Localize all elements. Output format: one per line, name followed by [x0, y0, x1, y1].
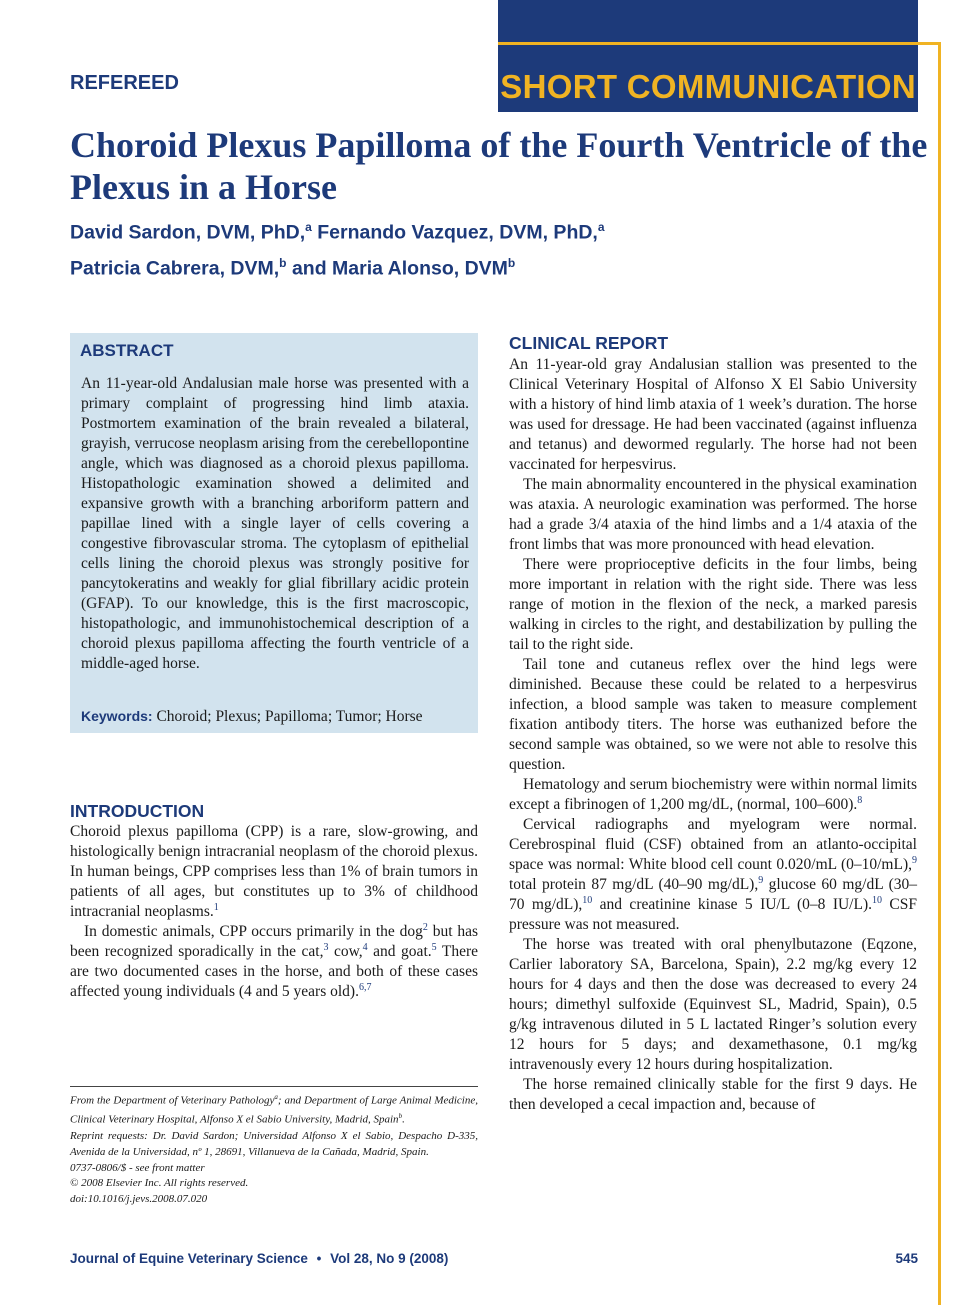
article-category: SHORT COMMUNICATION — [500, 68, 916, 105]
abstract-text: An 11-year-old Andalusian male horse was presented with a primary complaint of progressing hind limb ataxia. Postmortem examination of the brain revealed a bilateral, grayish, verrucose neoplasm arising from the cerebellopontine angle, which was diagnosed as a choroid plexus papilloma. Histopathologic examination showed a delimited and expansive growth with a branching arboriform pattern and papillae lined with a single layer of cells covering a congestive fibrovascular stroma. The cytoplasm of epithelial cells lining the choroid plexus was strongly positive for pancytokeratins and weakly for glial fibrillary acidic protein (GFAP). To our knowledge, this is the first macroscopic, histopathologic, and immunohistochemical description of a choroid plexus papilloma affecting the fourth ventricle of a middle-aged horse. — [81, 375, 469, 672]
reprint-note: Reprint requests: Dr. David Sardon; Universidad Alfonso X el Sabio, Despacho D-335, Avenida de la Universidad, nº 1, 28691, Villanueva de la Cañada, Madrid, Spain. — [70, 1129, 478, 1158]
paragraph-text: cow, — [328, 943, 363, 960]
journal-volume: Vol 28, No 9 (2008) — [330, 1251, 449, 1266]
paragraph-text: In domestic animals, CPP occurs primarily in the dog — [84, 923, 423, 940]
keywords-list: Choroid; Plexus; Papilloma; Tumor; Horse — [156, 708, 423, 725]
affiliation-note — [70, 1090, 478, 1129]
author-affiliation: b — [507, 255, 516, 270]
footnote — [70, 1090, 478, 1208]
keywords-label: Keywords: — [81, 708, 153, 724]
reference-link[interactable]: 8 — [857, 794, 863, 806]
affiliation-text: . — [402, 1114, 405, 1127]
paragraph-text: total protein 87 mg/dL (40–90 mg/dL), — [509, 876, 759, 893]
reference-link[interactable]: 10 — [872, 894, 882, 906]
reference-link[interactable]: 9 — [912, 854, 917, 866]
keywords — [81, 706, 471, 727]
paragraph — [70, 822, 478, 922]
author-list — [70, 212, 890, 283]
paragraph: An 11-year-old gray Andalusian stallion was presented to the Clinical Veterinary Hospital of Alfonso X El Sabio University with a history of hind limb ataxia of 1 week’s duration. The horse was used for dressage. He had been vaccinated (against influenza and tetanus) and dewormed regularly. The horse had not been vaccinated for herpesvirus. — [509, 356, 917, 473]
author-name: Patricia Cabrera, DVM, — [70, 257, 280, 279]
reference-link[interactable]: 2 — [422, 921, 428, 933]
affiliation-mark: b — [398, 1112, 403, 1121]
paragraph: Tail tone and cutaneus reflex over the hind legs were diminished. Because these could be related to a herpesvirus infection, a blood sample was taken to measure complement fixation antibody titers. The horse was euthanized before the second sample was obtained, so we were not able to resolve this question. — [509, 656, 917, 773]
copyright-note: © 2008 Elsevier Inc. All rights reserved. — [70, 1177, 249, 1190]
paragraph-text: Cervical radiographs and myelogram were normal. Cerebrospinal fluid (CSF) obtained from an atlanto-occipital space was normal: White blood cell count 0.020/mL (0–10/mL), — [509, 816, 917, 873]
affiliation-mark: a — [274, 1093, 278, 1101]
author-name: and Maria Alonso, DVM — [291, 257, 508, 279]
author-name: Fernando Vazquez, DVM, PhD, — [317, 221, 598, 244]
article-title: Choroid Plexus Papilloma of the Fourth Ventricle of the Plexus in a Horse — [70, 125, 928, 207]
introduction-body — [70, 822, 478, 1002]
footnote-divider — [70, 1086, 478, 1087]
journal-name: Journal of Equine Veterinary Science — [70, 1251, 308, 1266]
paragraph-text: Choroid plexus papilloma (CPP) is a rare, slow-growing, and histologically benign intracranial neoplasm of the choroid plexus. In human beings, CPP comprises less than 1% of brain tumors in patients of all ages, but constitutes up to 3% of childhood intracranial neoplasms. — [70, 823, 478, 920]
reference-link[interactable]: 5 — [431, 941, 437, 953]
paragraph: There were proprioceptive deficits in the four limbs, being more important in relation with the right side. There was less range of motion in the flexion of the neck, a marked paresis walking in circles to the right, and destabilization by pulling the tail to the right side. — [509, 556, 917, 653]
reference-link[interactable]: 4 — [362, 941, 368, 953]
reference-link[interactable]: 9 — [758, 874, 764, 886]
clinical-report-heading: CLINICAL REPORT — [509, 333, 669, 353]
introduction-heading: INTRODUCTION — [70, 801, 205, 821]
affiliation-text: ; and Department of Large Animal Medicine, Clinical Veterinary Hospital, Alfonso X el Sabio University, Madrid, Spain — [70, 1094, 478, 1127]
journal-citation — [70, 1251, 448, 1266]
reference-link[interactable]: 10 — [582, 894, 593, 906]
header-gold-rule — [498, 42, 941, 45]
clinical-report-body — [509, 355, 917, 1115]
reference-link[interactable]: 6,7 — [358, 981, 372, 993]
paragraph-text: and goat. — [367, 943, 432, 960]
reference-link[interactable]: 1 — [213, 901, 219, 913]
paragraph: The horse was treated with oral phenylbutazone (Eqzone, Carlier laboratory SA, Barcelona, Spain), 2.2 mg/kg every 12 hours for 4 days and then the dose was decreased to every 24 hours; dimethyl sulfoxide (Equinvest SL, Madrid, Spain), 0.5 g/kg intravenous diluted in 5 L lactated Ringer’s solution every 12 hours for 5 days; and dexamethasone, 0.1 mg/kg intravenously every 12 hours during hospitalization. — [509, 936, 917, 1073]
abstract-heading: ABSTRACT — [80, 341, 174, 360]
affiliation-text: From the Department of Veterinary Pathology — [70, 1094, 275, 1107]
author-affiliation: a — [597, 220, 605, 234]
header-gold-side-rule — [938, 42, 941, 1305]
author-name: David Sardon, DVM, PhD, — [70, 221, 306, 244]
refereed-label: REFEREED — [70, 72, 179, 94]
paragraph — [509, 775, 917, 815]
paragraph — [70, 922, 478, 1002]
paragraph: The horse remained clinically stable for the first 9 days. He then developed a cecal impaction and, because of — [509, 1076, 917, 1113]
author-affiliation: a — [305, 220, 312, 234]
reference-link[interactable]: 3 — [323, 941, 329, 953]
author-affiliation: b — [279, 255, 287, 270]
paragraph-text: There are two documented cases in the horse, and both of these cases affected young individuals (4 and 5 years old). — [70, 943, 478, 1000]
paragraph-text: glucose 60 mg/dL (30–70 mg/dL), — [509, 876, 917, 913]
paragraph-text: but has been recognized sporadically in the cat, — [70, 923, 478, 960]
paragraph-text: Hematology and serum biochemistry were within normal limits except a fibrinogen of 1,200 mg/dL, (normal, 100–600). — [509, 776, 917, 813]
paragraph — [509, 815, 917, 935]
doi-link[interactable]: doi:10.1016/j.jevs.2008.07.020 — [70, 1193, 208, 1206]
issn-note: 0737-0806/$ - see front matter — [70, 1161, 205, 1174]
paragraph-text: and creatinine kinase 5 IU/L (0–8 IU/L). — [592, 896, 872, 913]
bullet-separator: • — [316, 1251, 322, 1266]
page-number: 545 — [895, 1251, 918, 1266]
paragraph-text: CSF pressure was not measured. — [509, 896, 917, 933]
paragraph: The main abnormality encountered in the physical examination was ataxia. A neurologic examination was performed. The horse had a grade 3/4 ataxia of the hind limbs and a 1/4 ataxia of the front limbs that was more pronounced with head elevation. — [509, 476, 917, 553]
